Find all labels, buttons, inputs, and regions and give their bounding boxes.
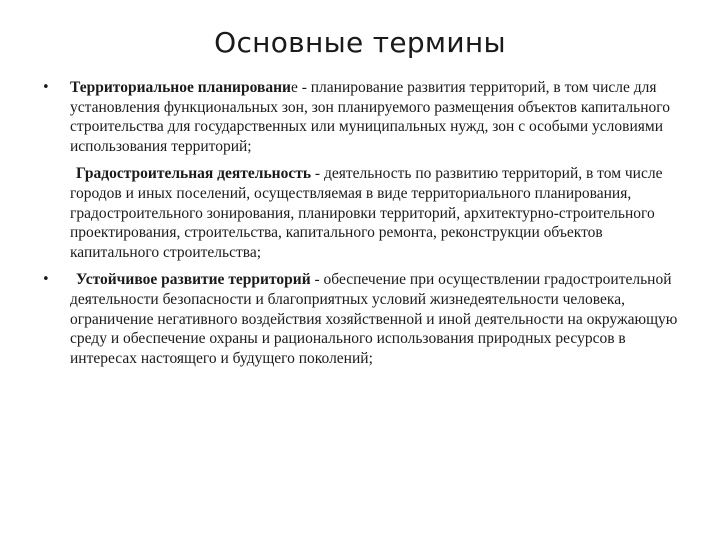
slide-title: Основные термины	[214, 26, 506, 59]
terms-list	[34, 78, 684, 376]
term-definition: - планирование развития территорий, в том числе для установления функциональных зон, зон планируемого размещения объектов капитального строительства для государственных или муниципальных нужд, зон с особыми условиями использования территорий;	[70, 79, 670, 155]
bullet-icon: •	[42, 80, 50, 95]
term-title: Устойчивое развитие территорий	[76, 271, 311, 289]
term-title: Градостроительная деятельность	[76, 165, 312, 183]
term-item-sustainable-development	[34, 270, 684, 368]
term-definition: - обеспечение при осуществлении градостроительной деятельности безопасности и благоприятных условий жизнедеятельности человека, ограничение негативного воздействия хозяйственной и иной деятельности на окружающую среду и обеспечение охраны и рационального использования природных ресурсов в интересах настоящего и будущего поколений;	[70, 271, 678, 367]
term-definition: - деятельность по развитию территорий, в том числе городов и иных поселений, осуществляемая в виде территориального планирования, градостроительного зонирования, планировки территорий, архитектурно-строительного проектирования, строительства, капитального ремонта, реконструкции объектов капитального строительства;	[70, 165, 663, 261]
term-item-urban-planning-activity	[34, 164, 684, 262]
term-item-territorial-planning	[34, 78, 684, 156]
term-title: Территориальное планировани	[70, 79, 291, 96]
term-title-tail: е	[290, 79, 298, 96]
bullet-icon: •	[42, 272, 50, 288]
